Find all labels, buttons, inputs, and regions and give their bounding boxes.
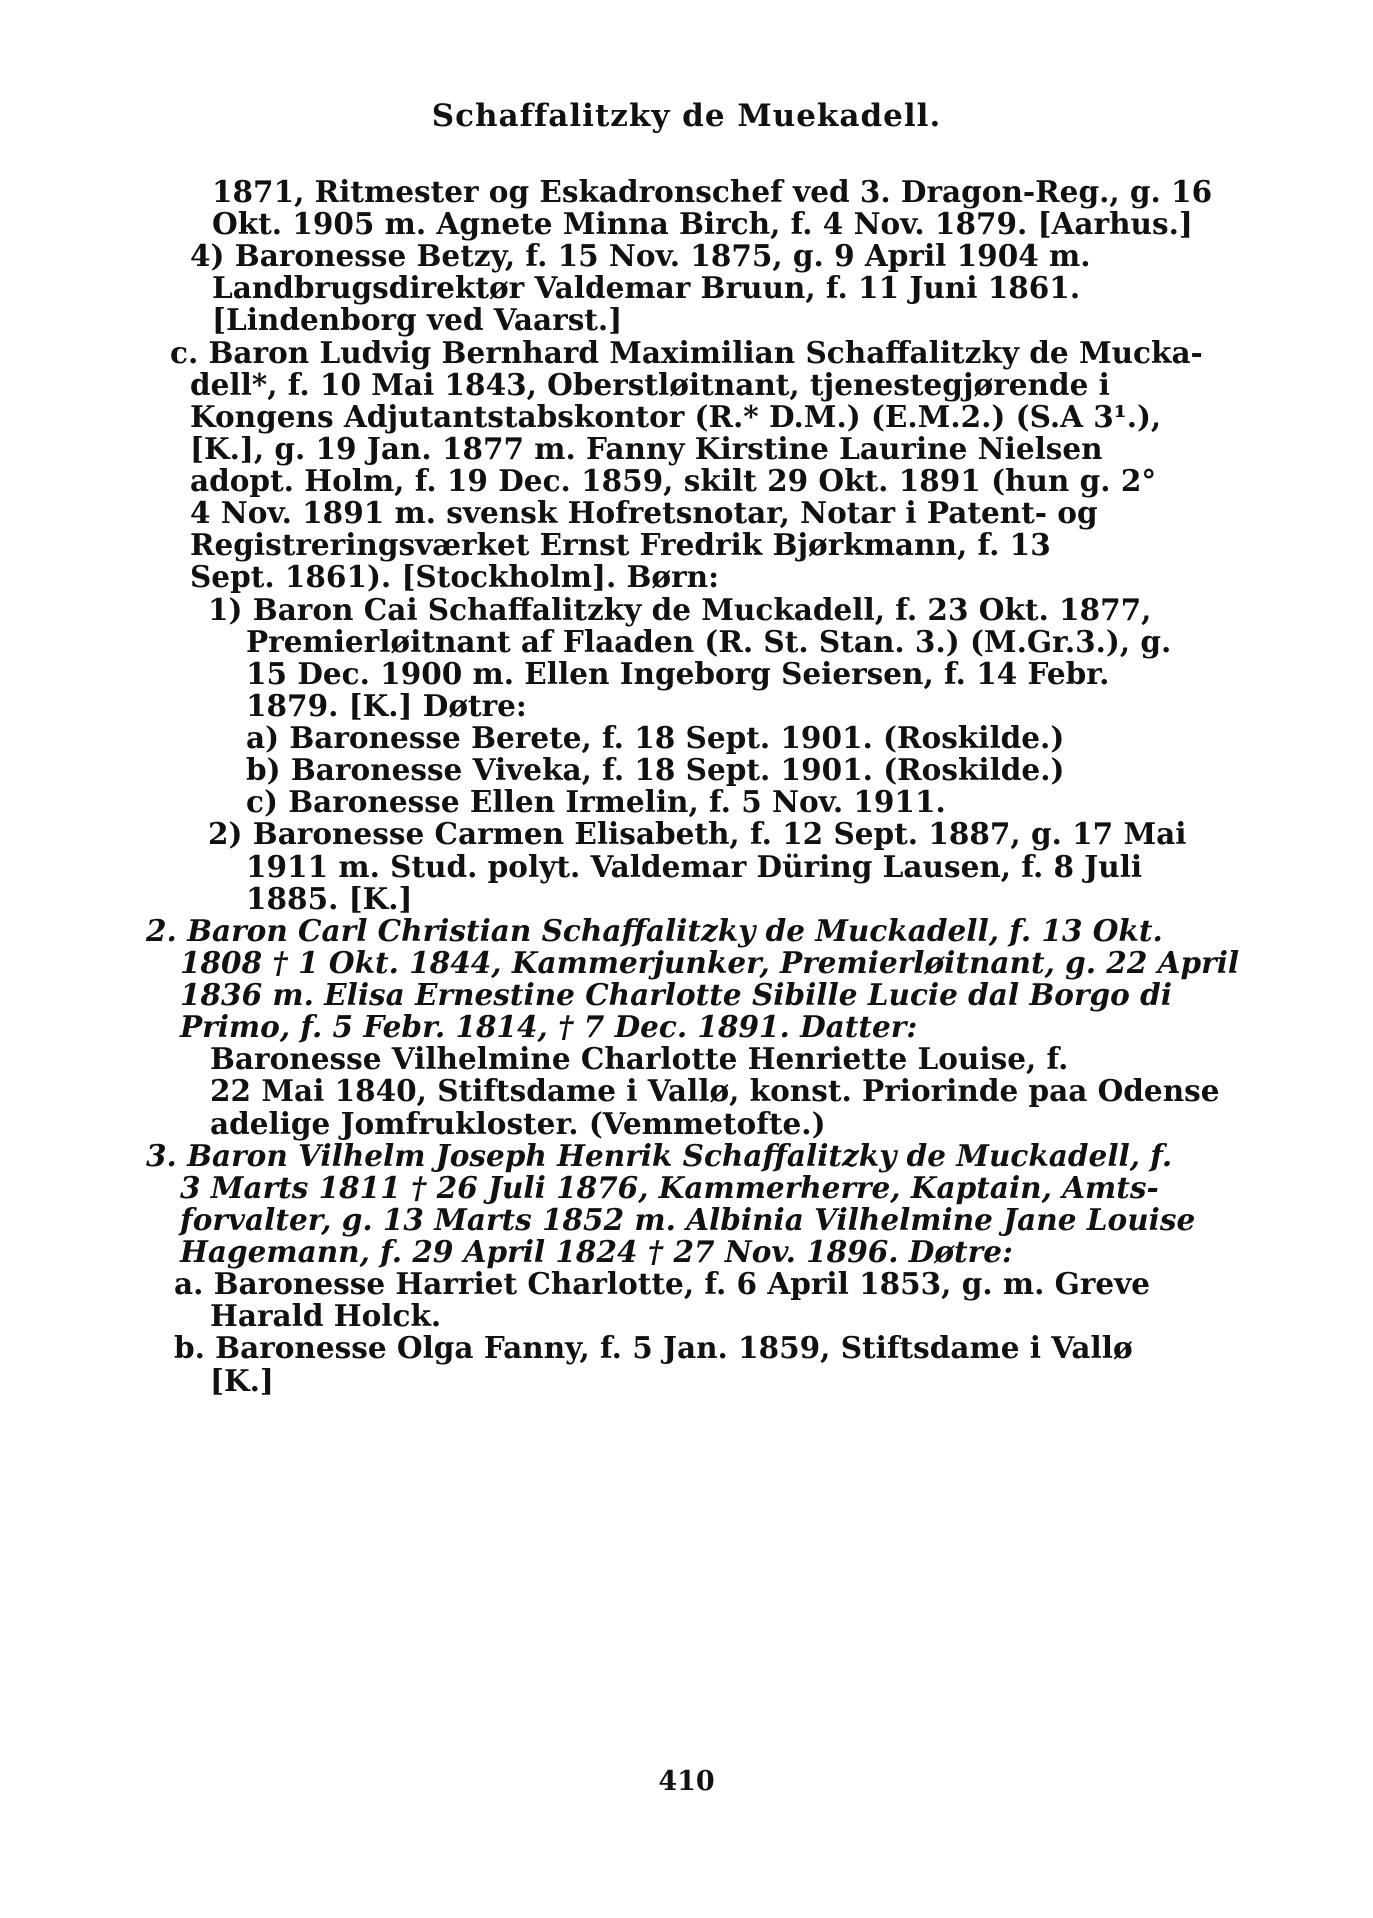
text-line: Landbrugsdirektør Valdemar Bruun, f. 11 Juni 1861.: [212, 270, 1081, 305]
text-line: 2) Baronesse Carmen Elisabeth, f. 12 Sept. 1887, g. 17 Mai: [208, 816, 1187, 851]
text-line: Primo, f. 5 Febr. 1814, † 7 Dec. 1891. Datter:: [180, 1009, 918, 1044]
text-line: b) Baronesse Viveka, f. 18 Sept. 1901. (Roskilde.): [246, 752, 1065, 787]
text-line: 4 Nov. 1891 m. svensk Hofretsnotar, Notar i Patent- og: [190, 495, 1098, 530]
text-line: Premierløitnant af Flaaden (R. St. Stan. 3.) (M.Gr.3.), g.: [246, 624, 1172, 659]
text-line: a) Baronesse Berete, f. 18 Sept. 1901. (Roskilde.): [246, 720, 1065, 755]
text-line: Registreringsværket Ernst Fredrik Bjørkmann, f. 13: [190, 527, 1051, 562]
text-line: Sept. 1861). [Stockholm]. Børn:: [190, 559, 719, 594]
text-line: 1885. [K.]: [246, 881, 413, 916]
text-line: 1911 m. Stud. polyt. Valdemar Düring Lausen, f. 8 Juli: [246, 849, 1143, 884]
text-line: 4) Baronesse Betzy, f. 15 Nov. 1875, g. 9 April 1904 m.: [190, 238, 1091, 273]
text-line: c. Baron Ludvig Bernhard Maximilian Schaffalitzky de Mucka-: [170, 335, 1203, 370]
text-line: Hagemann, f. 29 April 1824 † 27 Nov. 1896. Døtre:: [180, 1234, 1013, 1269]
text-line: dell*, f. 10 Mai 1843, Oberstløitnant, tjenestegjørende i: [190, 367, 1110, 402]
text-line: 3. Baron Vilhelm Joseph Henrik Schaffalitzky de Muckadell, f.: [146, 1138, 1173, 1173]
text-line: 3 Marts 1811 † 26 Juli 1876, Kammerherre, Kaptain, Amts-: [180, 1170, 1159, 1205]
text-line: 1836 m. Elisa Ernestine Charlotte Sibille Lucie dal Borgo di: [180, 977, 1172, 1012]
text-line: a. Baronesse Harriet Charlotte, f. 6 April 1853, g. m. Greve: [174, 1266, 1151, 1301]
text-line: adelige Jomfrukloster. (Vemmetofte.): [210, 1106, 826, 1141]
page-number: 410: [658, 1766, 715, 1797]
text-line: 1) Baron Cai Schaffalitzky de Muckadell, f. 23 Okt. 1877,: [208, 592, 1152, 627]
text-line: Okt. 1905 m. Agnete Minna Birch, f. 4 Nov. 1879. [Aarhus.]: [212, 206, 1193, 241]
text-line: Kongens Adjutantstabskontor (R.* D.M.) (E.M.2.) (S.A 3¹.),: [190, 399, 1162, 434]
text-line: Baronesse Vilhelmine Charlotte Henriette Louise, f.: [210, 1041, 1069, 1076]
text-line: 22 Mai 1840, Stiftsdame i Vallø, konst. Priorinde paa Odense: [210, 1073, 1220, 1108]
text-line: c) Baronesse Ellen Irmelin, f. 5 Nov. 1911.: [246, 784, 946, 819]
text-line: [K.], g. 19 Jan. 1877 m. Fanny Kirstine Laurine Nielsen: [190, 431, 1103, 466]
page-header: Schaffalitzky de Muekadell.: [431, 98, 942, 134]
text-line: 1808 † 1 Okt. 1844, Kammerjunker, Premierløitnant, g. 22 April: [180, 945, 1240, 980]
text-line: b. Baronesse Olga Fanny, f. 5 Jan. 1859, Stiftsdame i Vallø: [174, 1330, 1133, 1365]
text-line: [Lindenborg ved Vaarst.]: [212, 302, 623, 337]
text-line: 15 Dec. 1900 m. Ellen Ingeborg Seiersen, f. 14 Febr.: [246, 656, 1110, 691]
text-line: Harald Holck.: [210, 1298, 442, 1333]
text-line: 1879. [K.] Døtre:: [246, 688, 527, 723]
text-line: forvalter, g. 13 Marts 1852 m. Albinia Vilhelmine Jane Louise: [180, 1202, 1196, 1237]
text-line: [K.]: [210, 1363, 274, 1398]
text-line: adopt. Holm, f. 19 Dec. 1859, skilt 29 Okt. 1891 (hun g. 2°: [190, 463, 1157, 498]
text-line: 1871, Ritmester og Eskadronschef ved 3. Dragon-Reg., g. 16: [212, 174, 1213, 209]
text-line: 2. Baron Carl Christian Schaffalitzky de Muckadell, f. 13 Okt.: [146, 913, 1163, 948]
